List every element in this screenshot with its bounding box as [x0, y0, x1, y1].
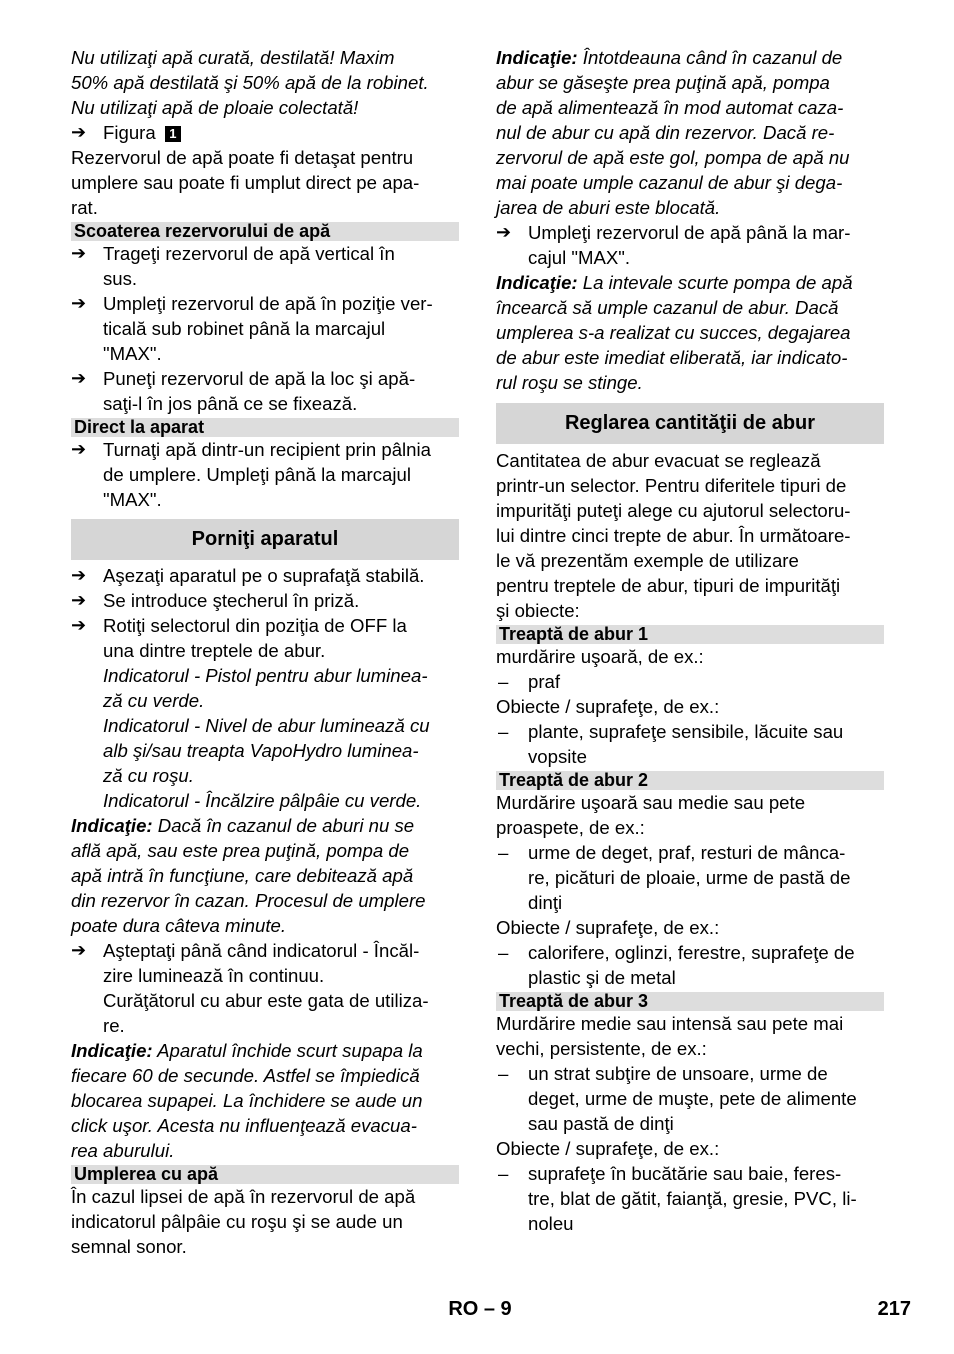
list-item: ➔ Umpleţi rezervorul de apă în poziţie ver- ticală sub robinet până la marcajul "MAX".: [71, 293, 433, 364]
list-item: ➔ Puneţi rezervorul de apă la loc şi apă- saţi-l în jos până ce se fixează.: [71, 368, 416, 414]
page-number: 217: [877, 1298, 911, 1320]
list-item: – un strat subţire de unsoare, urme de deget, urme de muşte, pete de alimente sau pastă de dinţi: [498, 1063, 857, 1134]
note-valve: Indicaţie: Aparatul închide scurt supapa la fiecare 60 de secunde. Astfel se împiedică blocarea supapei. La închidere se aude un click uşor. Acesta nu influenţează evacua- rea aburului.: [71, 1040, 423, 1161]
arrow-right-icon: ➔: [496, 222, 512, 242]
list-item: – plante, suprafeţe sensibile, lăcuite sau vopsite: [498, 721, 844, 767]
dash-bullet: –: [498, 942, 509, 963]
subheading-direct: Direct la aparat: [71, 418, 459, 437]
note-pump: Indicaţie: Dacă în cazanul de aburi nu se află apă, sau este prea puţină, pompa de apă intră în funcţiune, care debitează apă din rezervor în cazan. Procesul de umplere poate dura câteva minute.: [71, 815, 426, 936]
heading-reglarea: Reglarea cantităţii de abur: [496, 403, 884, 444]
objects-label: Obiecte / suprafeţe, de ex.:: [496, 917, 720, 938]
list-item: ➔ Se introduce ştecherul în priză.: [71, 590, 360, 611]
dash-bullet: –: [498, 721, 509, 742]
arrow-right-icon: ➔: [71, 940, 87, 960]
list-item: – praf: [498, 671, 561, 692]
note-interval: Indicaţie: La intevale scurte pompa de apă încearcă să umple cazanul de abur. Dacă umplerea s-a realizat cu succes, degajarea de abur este imediat eliberată, iar indicato- rul roşu se stinge.: [496, 272, 853, 393]
arrow-right-icon: ➔: [71, 293, 87, 313]
list-item: ➔ Aşezaţi aparatul pe o suprafaţă stabilă.: [71, 565, 425, 586]
list-item: ➔ Turnaţi apă dintr-un recipient prin pâlnia de umplere. Umpleţi până la marcajul "MAX".: [71, 439, 431, 510]
dirt-label: Murdărire uşoară sau medie sau pete proaspete, de ex.:: [496, 792, 806, 838]
arrow-right-icon: ➔: [71, 590, 87, 610]
arrow-right-icon: ➔: [71, 565, 87, 585]
subheading-scoaterea: Scoaterea rezervorului de apă: [71, 222, 459, 241]
figure-reference: ➔ Figura 1: [71, 120, 459, 145]
dash-bullet: –: [498, 1063, 509, 1084]
list-item: ➔ Trageţi rezervorul de apă vertical în sus.: [71, 243, 395, 289]
arrow-right-icon: ➔: [71, 368, 87, 388]
dirt-label: Murdărire medie sau intensă sau pete mai vechi, persistente, de ex.:: [496, 1013, 844, 1059]
list-item: ➔ Umpleţi rezervorul de apă până la mar- cajul "MAX".: [496, 222, 851, 268]
indicator-notes: Indicatorul - Pistol pentru abur luminea- ză cu verde. Indicatorul - Nivel de abur luminează cu alb şi/sau treapta VapoHydro luminea- ză cu roşu. Indicatorul - Încălzire pâlpâie cu verde.: [103, 665, 430, 811]
dash-bullet: –: [498, 1163, 509, 1184]
note-boiler: Indicaţie: Întotdeauna când în cazanul de abur se găseşte prea puţină apă, pompa de apă alimentează în mod automat caza- nul de abur cu apă din rezervor. Dacă re- zervorul de apă este gol, pompa de apă nu mai poate umple cazanul de abur şi dega- jarea de aburi este blocată.: [496, 47, 850, 218]
subheading-treapta-2: Treaptă de abur 2: [496, 771, 884, 790]
arrow-right-icon: ➔: [71, 122, 87, 142]
list-item: ➔ Rotiţi selectorul din poziţia de OFF la una dintre treptele de abur.: [71, 615, 407, 661]
list-item: – suprafeţe în bucătărie sau baie, feres- tre, blat de gătit, faianţă, gresie, PVC, li- noleu: [498, 1163, 857, 1234]
list-item: – calorifere, oglinzi, ferestre, suprafeţe de plastic şi de metal: [498, 942, 855, 988]
arrow-right-icon: ➔: [71, 439, 87, 459]
arrow-right-icon: ➔: [71, 615, 87, 635]
ready-text: Curăţătorul cu abur este gata de utiliza- re.: [103, 990, 429, 1036]
heading-porniti: Porniţi aparatul: [71, 519, 459, 560]
dash-bullet: –: [498, 671, 509, 692]
objects-label: Obiecte / suprafeţe, de ex.:: [496, 696, 720, 717]
objects-label: Obiecte / suprafeţe, de ex.:: [496, 1138, 720, 1159]
subheading-treapta-1: Treaptă de abur 1: [496, 625, 884, 644]
subheading-umplerea: Umplerea cu apă: [71, 1165, 459, 1184]
arrow-right-icon: ➔: [71, 243, 87, 263]
tank-paragraph: Rezervorul de apă poate fi detaşat pentru umplere sau poate fi umplut direct pe apa- rat.: [71, 147, 420, 218]
umplerea-paragraph: În cazul lipsei de apă în rezervorul de apă indicatorul pâlpâie cu roşu şi se aude un semnal sonor.: [71, 1186, 416, 1257]
left-column: [71, 45, 459, 1259]
right-column: [496, 45, 884, 1236]
intro-warning: Nu utilizaţi apă curată, destilată! Maxim 50% apă destilată şi 50% apă de la robinet. Nu utilizaţi apă de ploaie colectată!: [71, 47, 429, 118]
list-item: – urme de deget, praf, resturi de mânca- re, picături de ploaie, urme de pastă de dinţi: [498, 842, 851, 913]
figure-number-badge: 1: [165, 126, 181, 142]
list-item: ➔ Aşteptaţi până când indicatorul - Încăl- zire luminează în continuu.: [71, 940, 420, 986]
reglarea-paragraph: Cantitatea de abur evacuat se reglează printr-un selector. Pentru diferitele tipuri de impurităţi puteţi alege cu ajutorul selectoru- lui dintre cinci trepte de abur. În următoare- le vă prezentăm exemple de utilizare pentru treptele de abur, tipuri de impurităţi şi obiecte:: [496, 450, 851, 621]
subheading-treapta-3: Treaptă de abur 3: [496, 992, 884, 1011]
dirt-label: murdărire uşoară, de ex.:: [496, 646, 704, 667]
footer-section-label: RO – 9: [448, 1298, 512, 1320]
dash-bullet: –: [498, 842, 509, 863]
